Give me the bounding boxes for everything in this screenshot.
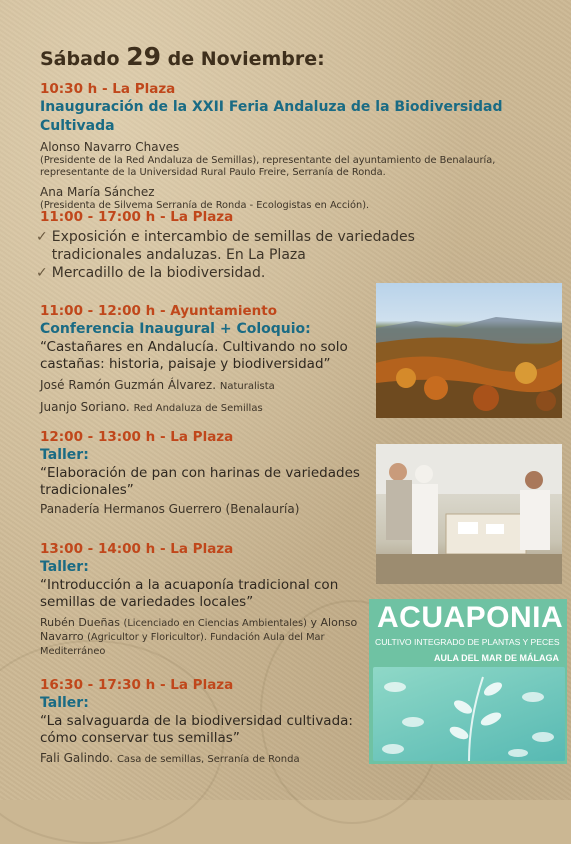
event-time: 11:00 - 17:00 h - La Plaza — [40, 209, 234, 225]
event-time: 13:00 - 14:00 h - La Plaza — [40, 541, 234, 557]
talk-title: “Elaboración de pan con harinas de variedades tradicionales” — [40, 465, 360, 498]
organizer — [40, 616, 358, 658]
checkmark-icon: ✓ — [36, 265, 48, 281]
event-seeds-workshop — [40, 676, 360, 767]
page-heading — [40, 42, 325, 71]
event-inauguration — [40, 80, 540, 212]
person-name: Ana María Sánchez — [40, 185, 155, 199]
speaker-role: Casa de semillas, Serranía de Ronda — [116, 754, 300, 765]
list-item — [36, 228, 440, 264]
event-time: 12:00 - 13:00 h - La Plaza — [40, 429, 234, 445]
speaker-name: y Alonso Navarro — [40, 616, 358, 643]
heading-suffix: de Noviembre: — [167, 48, 325, 70]
list-item-text: Exposición e intercambio de semillas de variedades tradicionales andaluzas. En La Plaza — [51, 229, 415, 263]
speaker — [40, 378, 360, 394]
speaker-role: Naturalista — [219, 381, 275, 392]
event-title: Conferencia Inaugural + Coloquio: — [40, 321, 311, 337]
list-item — [36, 264, 440, 282]
talk-title: “Introducción a la acuaponía tradicional con semillas de variedades locales” — [40, 577, 339, 610]
heading-day: 29 — [126, 42, 162, 71]
speaker-name: Rubén Dueñas — [40, 616, 120, 629]
talk-title: “Castañares en Andalucía. Cultivando no solo castañas: historia, paisaje y biodiversidad” — [40, 339, 348, 372]
event-aquaponics-workshop — [40, 540, 358, 658]
speaker-name: José Ramón Guzmán Álvarez. — [40, 378, 217, 392]
event-time: 16:30 - 17:30 h - La Plaza — [40, 677, 234, 693]
checkmark-icon: ✓ — [36, 229, 48, 245]
event-time: 10:30 h - La Plaza — [40, 81, 176, 97]
landscape-illustration — [376, 283, 562, 418]
organizer: Panadería Hermanos Guerrero (Benalauría) — [40, 502, 300, 516]
event-bread-workshop — [40, 428, 360, 517]
chestnut-landscape-photo — [376, 283, 562, 418]
poster-artwork — [373, 667, 565, 761]
speaker — [40, 751, 360, 767]
poster-subtitle: CULTIVO INTEGRADO DE PLANTAS Y PECES — [375, 637, 560, 647]
bread-workshop-photo — [376, 444, 562, 584]
aquaponics-poster — [369, 599, 567, 764]
event-time: 11:00 - 12:00 h - Ayuntamiento — [40, 303, 278, 319]
speaker-role: (Agricultor y Floricultor). Fundación Aula del Mar Mediterráneo — [40, 632, 325, 657]
event-title: Taller: — [40, 447, 89, 463]
event-title: Inauguración de la XXII Feria Andaluza de la Biodiversidad Cultivada — [40, 99, 503, 134]
fish-and-plant-illustration — [373, 667, 565, 761]
workshop-illustration — [376, 444, 562, 584]
event-exhibition — [36, 208, 440, 282]
speaker-name: Juanjo Soriano. — [40, 400, 130, 414]
poster-title: ACUAPONIA — [377, 601, 564, 634]
speaker-role: Red Andaluza de Semillas — [133, 403, 263, 414]
talk-title: “La salvaguarda de la biodiversidad cultivada: cómo conservar tus semillas” — [40, 713, 353, 746]
speaker-name: Fali Galindo. — [40, 751, 114, 765]
speaker — [40, 400, 360, 416]
speaker-role: (Licenciado en Ciencias Ambientales) — [123, 618, 307, 629]
heading-prefix: Sábado — [40, 48, 120, 70]
event-title: Taller: — [40, 559, 89, 575]
event-conference — [40, 302, 360, 416]
list-item-text: Mercadillo de la biodiversidad. — [51, 265, 266, 281]
person-role: (Presidente de la Red Andaluza de Semillas), representante del ayuntamiento de Benalauría, representante de la Universidad Rural Paulo Freire, Serranía de Ronda. — [40, 155, 496, 178]
person-name: Alonso Navarro Chaves — [40, 140, 180, 154]
event-title: Taller: — [40, 695, 89, 711]
poster-org: AULA DEL MAR DE MÁLAGA — [434, 653, 559, 663]
person-role: (Presidenta de Silvema Serranía de Ronda - Ecologistas en Acción). — [40, 200, 370, 211]
